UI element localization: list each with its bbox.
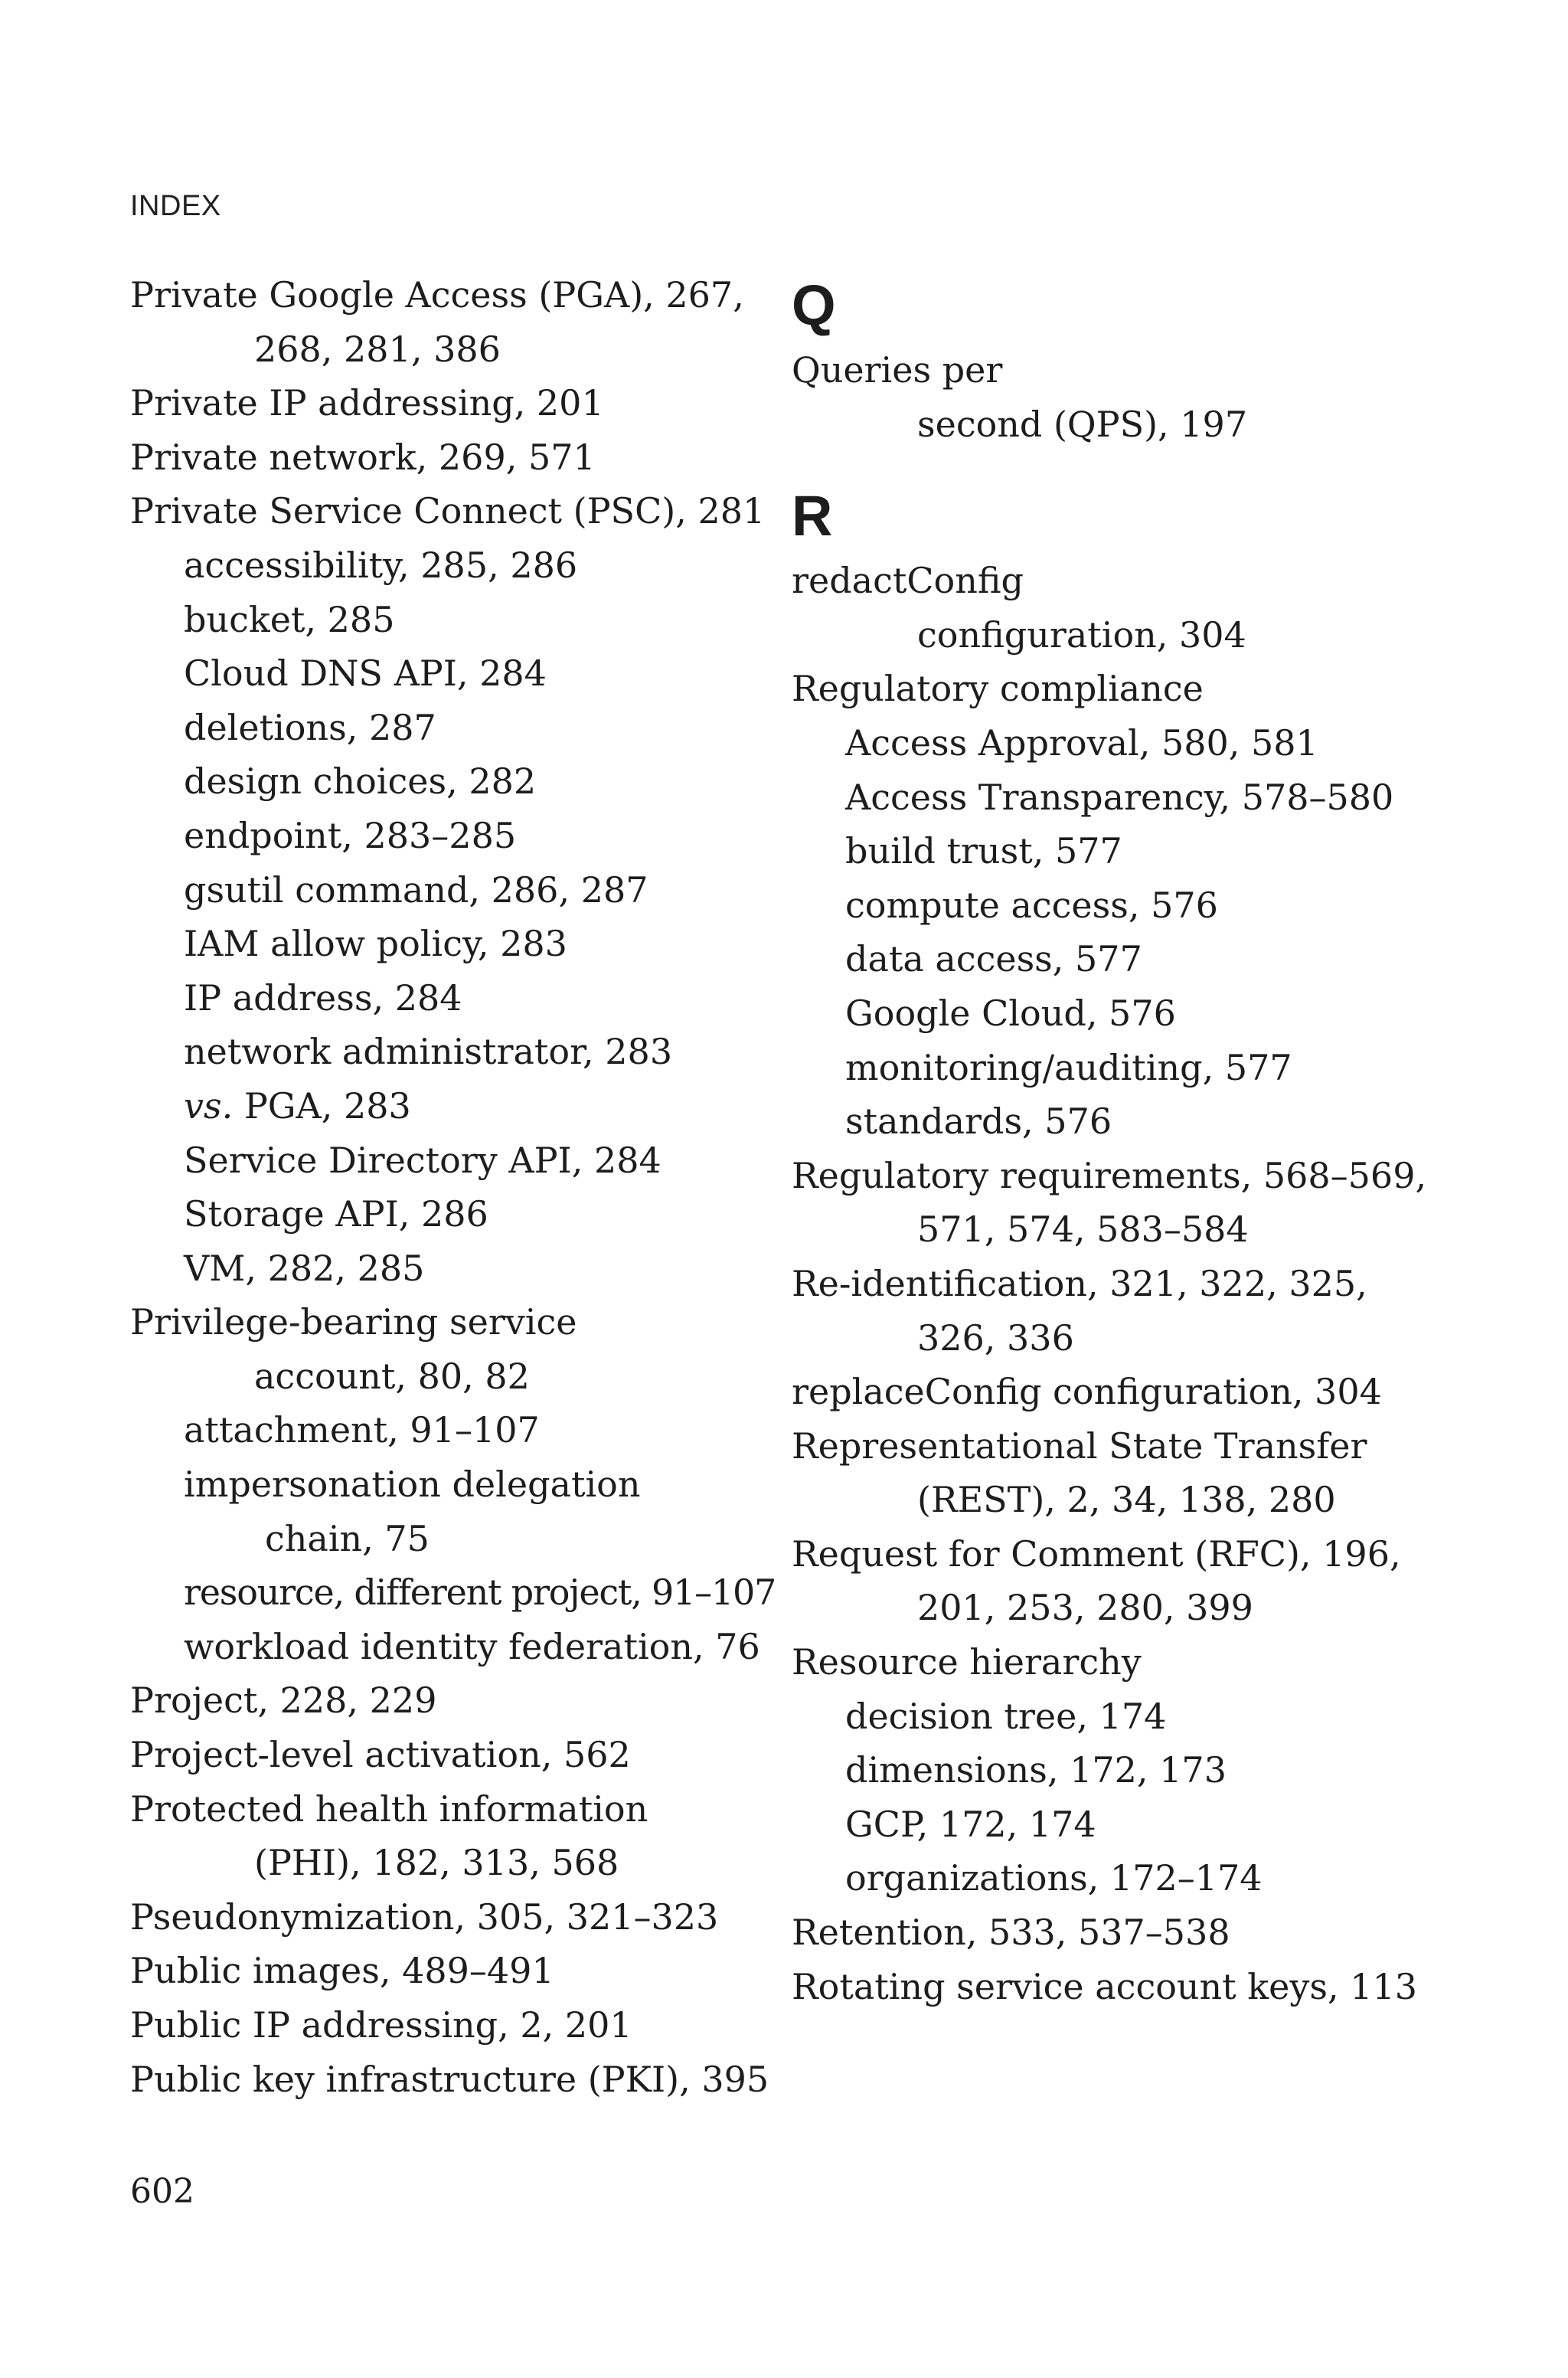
index-entry [130, 917, 776, 971]
index-entry [792, 1635, 1426, 1689]
index-entry-text: 571, 574, 583–584 [917, 1209, 1249, 1251]
index-entry-text: IAM allow policy, 283 [184, 923, 567, 965]
index-entry-text: Regulatory compliance [792, 668, 1204, 710]
index-entry [130, 1782, 776, 1837]
index-entry-text: (REST), 2, 34, 138, 280 [917, 1479, 1336, 1521]
index-entry [792, 1094, 1426, 1149]
index-entry [130, 1673, 776, 1728]
index-entry-text: second (QPS), 197 [917, 403, 1248, 445]
index-entry-text: organizations, 172–174 [845, 1857, 1263, 1899]
index-entry-text: 326, 336 [917, 1317, 1074, 1359]
index-entry-text: gsutil command, 286, 287 [184, 868, 648, 911]
index-entry [792, 1419, 1426, 1474]
index-entry [792, 1905, 1426, 1960]
index-entry-text: Regulatory requirements, 568–569, [792, 1154, 1427, 1196]
index-entry-text: GCP, 172, 174 [845, 1803, 1096, 1845]
index-entry [130, 484, 776, 538]
index-entry [792, 1743, 1426, 1797]
index-entry [792, 1797, 1426, 1852]
index-entry [130, 538, 776, 593]
index-entry [792, 824, 1426, 878]
index-entry [792, 932, 1426, 986]
index-entry-text: endpoint, 283–285 [184, 814, 517, 856]
index-entry-text: Google Cloud, 576 [845, 992, 1176, 1034]
index-entry-text: Representational State Transfer [792, 1425, 1367, 1467]
index-entry [130, 646, 776, 701]
index-entry [130, 1025, 776, 1079]
index-entry-text: redactConfig [792, 560, 1024, 602]
index-entry [130, 1187, 776, 1241]
index-entry [792, 608, 1426, 662]
index-entry-text: Resource hierarchy [792, 1641, 1142, 1683]
index-entry-text: attachment, 91–107 [184, 1409, 540, 1451]
index-entry [130, 1998, 776, 2053]
index-entry-text: bucket, 285 [184, 598, 395, 640]
index-entry-text: Privilege-bearing service [130, 1301, 577, 1343]
index-entry-text: PGA, 283 [233, 1084, 411, 1127]
index-entry [130, 2053, 776, 2107]
index-entry [792, 878, 1426, 933]
index-entry-text: IP address, 284 [184, 976, 462, 1019]
index-entry [130, 1079, 776, 1133]
index-entry [130, 376, 776, 430]
index-entry [130, 593, 776, 647]
index-entry [792, 1149, 1426, 1203]
index-entry [130, 1133, 776, 1188]
index-entry-text: compute access, 576 [845, 884, 1218, 926]
index-entry-text: configuration, 304 [917, 613, 1246, 656]
index-entry-text: impersonation delegation [184, 1464, 641, 1506]
index-entry-text: 268, 281, 386 [254, 328, 501, 370]
index-entry [792, 1689, 1426, 1744]
index-entry-text: data access, 577 [845, 938, 1142, 980]
index-entry-text: dimensions, 172, 173 [845, 1749, 1227, 1791]
index-entry [130, 809, 776, 863]
index-entry [792, 770, 1426, 825]
index-entry [130, 268, 776, 322]
index-entry-italic: vs. [184, 1084, 234, 1127]
index-entry-text: Request for Comment (RFC), 196, [792, 1532, 1401, 1575]
index-entry-text: network administrator, 283 [184, 1031, 673, 1073]
index-entry [792, 1473, 1426, 1527]
index-entry-text: workload identity federation, 76 [184, 1625, 760, 1667]
index-entry [792, 397, 1426, 452]
index-entry-text: standards, 576 [845, 1101, 1112, 1143]
index-entry-text: Queries per [792, 349, 1003, 391]
index-entry [130, 1403, 776, 1457]
index-entry-text: Rotating service account keys, 113 [792, 1965, 1417, 2007]
index-entry-text: Storage API, 286 [184, 1193, 488, 1235]
index-entry-text: accessibility, 285, 286 [184, 544, 578, 586]
section-letter-q: Q [792, 273, 836, 337]
index-entry [130, 754, 776, 809]
index-entry-text: replaceConfig configuration, 304 [792, 1371, 1382, 1413]
index-entry-text: (PHI), 182, 313, 568 [254, 1842, 619, 1884]
index-entry-text: Private Google Access (PGA), 267, [130, 274, 744, 316]
index-entry [130, 1836, 776, 1890]
index-entry-text: Access Transparency, 578–580 [845, 776, 1394, 818]
index-entry [130, 430, 776, 485]
index-entry [792, 343, 1426, 397]
index-entry [792, 1202, 1426, 1257]
index-column-right [792, 268, 1426, 2013]
index-entry-text: resource, different project, 91–107 [184, 1572, 776, 1614]
index-entry-text: Public images, 489–491 [130, 1950, 554, 1992]
running-head: INDEX [130, 190, 221, 222]
index-entry-text: Cloud DNS API, 284 [184, 653, 547, 695]
index-entry [792, 662, 1426, 716]
index-entry [792, 1311, 1426, 1366]
index-entry [792, 1365, 1426, 1419]
index-entry [130, 1620, 776, 1674]
index-entry [130, 322, 776, 377]
index-entry [130, 1512, 776, 1566]
index-entry [130, 1944, 776, 1998]
index-entry [130, 1565, 776, 1620]
index-entry [792, 1257, 1426, 1311]
index-entry-text: Public IP addressing, 2, 201 [130, 2004, 632, 2046]
index-entry [792, 986, 1426, 1041]
index-entry-text: Pseudonymization, 305, 321–323 [130, 1896, 719, 1938]
index-entry [792, 554, 1426, 608]
index-entry [130, 701, 776, 755]
index-entry [792, 716, 1426, 770]
index-entry-text: monitoring/auditing, 577 [845, 1046, 1292, 1088]
index-entry-text: deletions, 287 [184, 706, 436, 748]
index-entry [130, 1295, 776, 1349]
index-entry-text: VM, 282, 285 [184, 1247, 425, 1289]
index-entry [130, 971, 776, 1025]
section-q-entries [792, 343, 1426, 451]
index-column-left [130, 268, 776, 2106]
index-entry-text: Project-level activation, 562 [130, 1734, 631, 1776]
section-gap [792, 451, 1426, 479]
index-entry-text: Private IP addressing, 201 [130, 382, 604, 424]
index-entry-text: Private Service Connect (PSC), 281 [130, 490, 766, 532]
index-entry [130, 1241, 776, 1296]
index-entry-text: Access Approval, 580, 581 [845, 721, 1318, 764]
index-entry-text: Re-identification, 321, 322, 325, [792, 1262, 1367, 1304]
index-entry [130, 1890, 776, 1945]
index-entry-text: Project, 228, 229 [130, 1680, 437, 1722]
index-entry [130, 1349, 776, 1404]
index-entry-text: 201, 253, 280, 399 [917, 1587, 1253, 1629]
index-entry-text: decision tree, 174 [845, 1695, 1167, 1737]
index-entry [792, 1960, 1426, 2014]
index-entry-text: Public key infrastructure (PKI), 395 [130, 2058, 769, 2100]
page-number: 602 [130, 2172, 194, 2211]
index-entry [792, 1581, 1426, 1635]
index-entry-text: account, 80, 82 [254, 1355, 530, 1397]
index-entry [792, 1041, 1426, 1095]
index-entry-text: chain, 75 [265, 1517, 430, 1559]
index-entry-text: Private network, 269, 571 [130, 436, 596, 478]
section-r-entries [792, 554, 1426, 2013]
index-entry [130, 1457, 776, 1512]
index-entry [130, 1728, 776, 1782]
index-entry-text: build trust, 577 [845, 830, 1122, 872]
index-entry [792, 1851, 1426, 1905]
index-entry-text: Retention, 533, 537–538 [792, 1912, 1230, 1954]
index-entry-text: design choices, 282 [184, 761, 537, 803]
index-entry-text: Protected health information [130, 1788, 648, 1830]
index-entry [792, 1527, 1426, 1582]
index-entry [130, 863, 776, 918]
index-entry-text: Service Directory API, 284 [184, 1139, 662, 1181]
section-letter-r: R [792, 484, 833, 548]
